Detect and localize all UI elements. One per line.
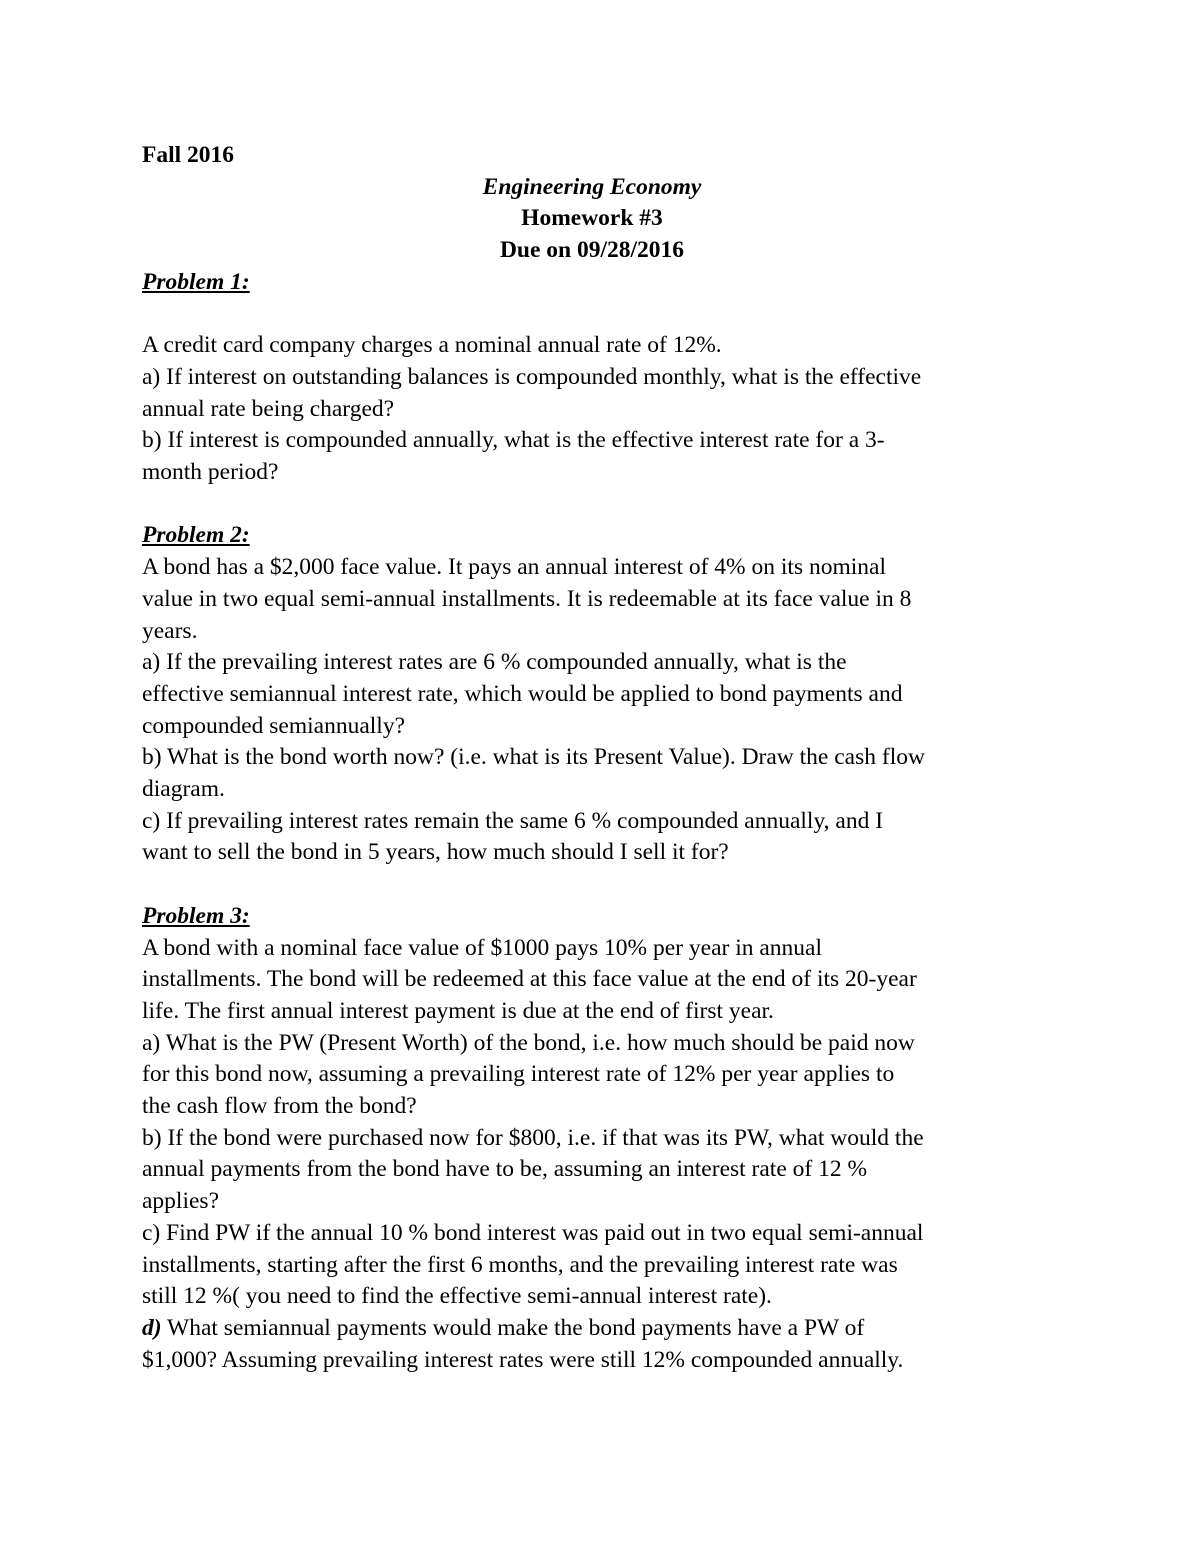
problem-2-text: compounded semiannually? (142, 712, 405, 739)
problem-2-text: want to sell the bond in 5 years, how much should I sell it for? (142, 839, 729, 866)
problem-1-heading: Problem 1: (142, 268, 250, 295)
problem-3-text: applies? (142, 1188, 219, 1215)
problem-3-text: life. The first annual interest payment is due at the end of first year. (142, 997, 774, 1024)
semester-label: Fall 2016 (142, 142, 235, 168)
problem-1-text: b) If interest is compounded annually, what is the effective interest rate for a 3- (142, 427, 885, 454)
spacer (142, 299, 1072, 331)
assignment-title: Homework #3 (521, 205, 663, 232)
problem-1-text: annual rate being charged? (142, 395, 395, 422)
part-d-text: What semiannual payments would make the bond payments have a PW of (161, 1314, 865, 1341)
problem-3-text: $1,000? Assuming prevailing interest rates were still 12% compounded annually. (142, 1346, 904, 1373)
problem-2-text: value in two equal semi-annual installments. It is redeemable at its face value in 8 (142, 585, 912, 612)
problem-1-text: A credit card company charges a nominal annual rate of 12%. (142, 332, 722, 359)
problem-2-text: b) What is the bond worth now? (i.e. what is its Present Value). Draw the cash flow (142, 744, 925, 771)
homework-document (142, 140, 1072, 1376)
problem-3-part-d (142, 1313, 1072, 1345)
problem-2-heading: Problem 2: (142, 522, 250, 549)
problem-1-text: a) If interest on outstanding balances is compounded monthly, what is the effective (142, 363, 922, 390)
problem-2-text: A bond has a $2,000 face value. It pays an annual interest of 4% on its nominal (142, 554, 886, 581)
problem-3-text: b) If the bond were purchased now for $800, i.e. if that was its PW, what would the (142, 1124, 924, 1151)
problem-3-text: installments. The bond will be redeemed at this face value at the end of its 20-year (142, 966, 917, 993)
problem-3-text: the cash flow from the bond? (142, 1093, 417, 1120)
problem-3-text: annual payments from the bond have to be, assuming an interest rate of 12 % (142, 1156, 868, 1183)
spacer (142, 489, 1072, 521)
problem-1-text: month period? (142, 459, 279, 486)
spacer (142, 869, 1072, 901)
problem-3-text: c) Find PW if the annual 10 % bond interest was paid out in two equal semi-annual (142, 1219, 924, 1246)
problem-3-text: A bond with a nominal face value of $1000 pays 10% per year in annual (142, 934, 822, 961)
problem-2-text: c) If prevailing interest rates remain the same 6 % compounded annually, and I (142, 807, 884, 834)
problem-2-text: diagram. (142, 776, 225, 803)
due-date: Due on 09/28/2016 (499, 237, 685, 264)
problem-2-text: years. (142, 617, 198, 644)
problem-3-text: for this bond now, assuming a prevailing interest rate of 12% per year applies to (142, 1061, 895, 1088)
problem-2-text: effective semiannual interest rate, which would be applied to bond payments and (142, 680, 903, 707)
course-title: Engineering Economy (482, 173, 702, 200)
problem-3-text: a) What is the PW (Present Worth) of the bond, i.e. how much should be paid now (142, 1029, 915, 1056)
problem-3-text: still 12 %( you need to find the effective semi-annual interest rate). (142, 1283, 772, 1310)
problem-3-text: installments, starting after the first 6 months, and the prevailing interest rate was (142, 1251, 898, 1278)
part-d-label: d) (142, 1314, 162, 1341)
problem-3-heading: Problem 3: (142, 902, 250, 929)
problem-2-text: a) If the prevailing interest rates are 6 % compounded annually, what is the (142, 649, 847, 676)
